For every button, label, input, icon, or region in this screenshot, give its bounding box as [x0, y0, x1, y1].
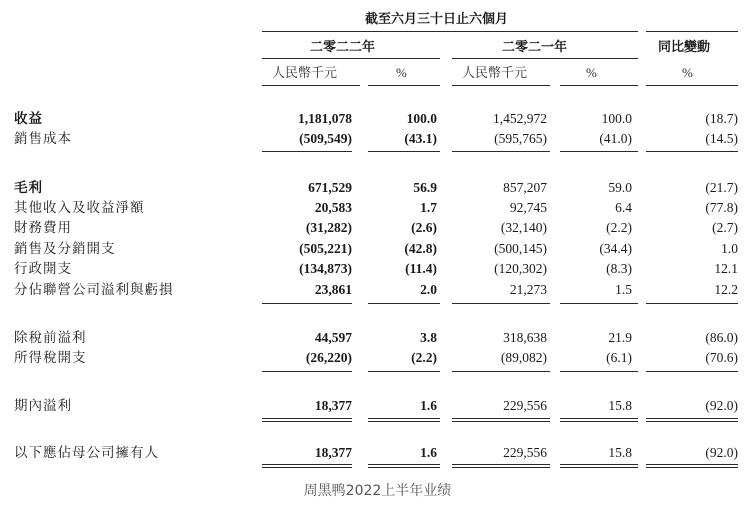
unit-pct-2021: %: [586, 65, 597, 80]
unit-underline-a: [262, 85, 360, 86]
year-2022-header: 二零二二年: [310, 39, 376, 54]
pct-2022-cell: (2.6): [411, 220, 437, 235]
total-double-rule: [452, 467, 550, 468]
unit-underline-b: [368, 85, 440, 86]
yoy-change-cell: (77.8): [705, 200, 738, 215]
total-double-rule: [560, 418, 638, 419]
yoy-change-cell: (18.7): [705, 111, 738, 126]
total-double-rule: [368, 421, 440, 422]
yoy-change-cell: (21.7): [705, 180, 738, 195]
year-2022-underline: [262, 58, 440, 59]
value-2021-cell: (32,140): [500, 220, 547, 235]
value-2022-cell: (26,220): [305, 350, 352, 365]
total-double-rule: [452, 421, 550, 422]
subtotal-rule: [646, 371, 738, 372]
pct-2021-cell: 100.0: [601, 111, 632, 126]
pct-2022-cell: 56.9: [413, 180, 437, 195]
unit-pct-2022: %: [396, 65, 407, 80]
row-label: 其他收入及收益淨額: [14, 200, 145, 215]
value-2022-cell: (31,282): [305, 220, 352, 235]
row-label: 期內溢利: [14, 398, 72, 413]
row-label: 所得稅開支: [14, 350, 87, 365]
total-double-rule: [560, 464, 638, 465]
yoy-header: 同比變動: [658, 39, 711, 54]
unit-rmb-2022: 人民幣千元: [272, 65, 338, 80]
total-double-rule: [646, 418, 738, 419]
total-double-rule: [262, 467, 352, 468]
value-2022-cell: (509,549): [299, 131, 352, 146]
value-2021-cell: 1,452,972: [493, 111, 547, 126]
value-2021-cell: 857,207: [503, 180, 547, 195]
pct-2021-cell: (8.3): [606, 261, 632, 276]
yoy-change-cell: 12.2: [714, 282, 738, 297]
year-2021-underline: [452, 58, 638, 59]
pct-2021-cell: 15.8: [608, 398, 632, 413]
total-double-rule: [262, 464, 352, 465]
subtotal-rule: [368, 151, 440, 152]
yoy-change-cell: (92.0): [705, 445, 738, 460]
total-double-rule: [262, 421, 352, 422]
subtotal-rule: [560, 371, 638, 372]
yoy-header-line: [646, 31, 738, 32]
pct-2021-cell: (6.1): [606, 350, 632, 365]
row-label: 收益: [14, 111, 43, 126]
value-2022-cell: (505,221): [299, 241, 352, 256]
yoy-change-cell: (86.0): [705, 330, 738, 345]
total-double-rule: [646, 421, 738, 422]
pct-2022-cell: 1.7: [420, 200, 437, 215]
total-double-rule: [368, 418, 440, 419]
value-2021-cell: (595,765): [494, 131, 547, 146]
row-label: 財務費用: [14, 220, 72, 235]
subtotal-rule: [646, 303, 738, 304]
total-double-rule: [452, 418, 550, 419]
subtotal-rule: [560, 151, 638, 152]
pct-2022-cell: 3.8: [420, 330, 437, 345]
value-2022-cell: 671,529: [308, 180, 352, 195]
pct-2021-cell: 1.5: [615, 282, 632, 297]
unit-underline-e: [646, 85, 738, 86]
subtotal-rule: [262, 151, 352, 152]
yoy-change-cell: (14.5): [705, 131, 738, 146]
value-2022-cell: 18,377: [314, 398, 352, 413]
subtotal-rule: [262, 303, 352, 304]
row-label: 分佔聯營公司溢利與虧損: [14, 282, 174, 297]
subtotal-rule: [262, 371, 352, 372]
row-label: 除稅前溢利: [14, 330, 87, 345]
row-label: 銷售成本: [14, 131, 72, 146]
value-2021-cell: 21,273: [509, 282, 547, 297]
pct-2022-cell: 1.6: [420, 398, 437, 413]
pct-2021-cell: (34.4): [599, 241, 632, 256]
value-2021-cell: 318,638: [503, 330, 547, 345]
unit-underline-c: [452, 85, 550, 86]
pct-2021-cell: 15.8: [608, 445, 632, 460]
value-2021-cell: 229,556: [503, 445, 547, 460]
total-double-rule: [452, 464, 550, 465]
value-2021-cell: 92,745: [509, 200, 547, 215]
subtotal-rule: [452, 303, 550, 304]
subtotal-rule: [452, 371, 550, 372]
unit-underline-d: [560, 85, 638, 86]
value-2021-cell: (500,145): [494, 241, 547, 256]
pct-2021-cell: (2.2): [606, 220, 632, 235]
value-2022-cell: 23,861: [314, 282, 352, 297]
pct-2021-cell: 59.0: [608, 180, 632, 195]
value-2022-cell: (134,873): [299, 261, 352, 276]
pct-2022-cell: (43.1): [404, 131, 437, 146]
value-2022-cell: 44,597: [314, 330, 352, 345]
total-double-rule: [368, 467, 440, 468]
yoy-change-cell: 12.1: [714, 261, 738, 276]
yoy-change-cell: (92.0): [705, 398, 738, 413]
pct-2022-cell: 100.0: [406, 111, 437, 126]
unit-pct-yoy: %: [682, 65, 693, 80]
subtotal-rule: [560, 303, 638, 304]
subtotal-rule: [646, 151, 738, 152]
period-header: 截至六月三十日止六個月: [365, 11, 509, 26]
pct-2022-cell: 1.6: [420, 445, 437, 460]
pct-2021-cell: 6.4: [615, 200, 632, 215]
row-label: 毛利: [14, 180, 43, 195]
value-2021-cell: 229,556: [503, 398, 547, 413]
yoy-change-cell: (70.6): [705, 350, 738, 365]
pct-2022-cell: (11.4): [405, 261, 437, 276]
value-2021-cell: (120,302): [494, 261, 547, 276]
pct-2021-cell: (41.0): [599, 131, 632, 146]
value-2021-cell: (89,082): [500, 350, 547, 365]
row-label: 銷售及分銷開支: [14, 241, 116, 256]
value-2022-cell: 20,583: [314, 200, 352, 215]
total-double-rule: [560, 421, 638, 422]
pct-2022-cell: (42.8): [404, 241, 437, 256]
period-underline: [262, 31, 638, 32]
year-2021-header: 二零二一年: [502, 39, 568, 54]
total-double-rule: [560, 467, 638, 468]
value-2022-cell: 1,181,078: [298, 111, 352, 126]
row-label: 以下應佔母公司擁有人: [14, 445, 159, 460]
caption: 周黑鸭2022上半年业绩: [303, 483, 452, 499]
yoy-change-cell: (2.7): [712, 220, 738, 235]
pct-2022-cell: (2.2): [411, 350, 437, 365]
yoy-change-cell: 1.0: [721, 241, 738, 256]
total-double-rule: [262, 418, 352, 419]
subtotal-rule: [368, 303, 440, 304]
total-double-rule: [646, 464, 738, 465]
subtotal-rule: [452, 151, 550, 152]
total-double-rule: [646, 467, 738, 468]
row-label: 行政開支: [14, 261, 72, 276]
unit-rmb-2021: 人民幣千元: [462, 65, 528, 80]
pct-2021-cell: 21.9: [608, 330, 632, 345]
total-double-rule: [368, 464, 440, 465]
pct-2022-cell: 2.0: [420, 282, 437, 297]
subtotal-rule: [368, 371, 440, 372]
value-2022-cell: 18,377: [314, 445, 352, 460]
